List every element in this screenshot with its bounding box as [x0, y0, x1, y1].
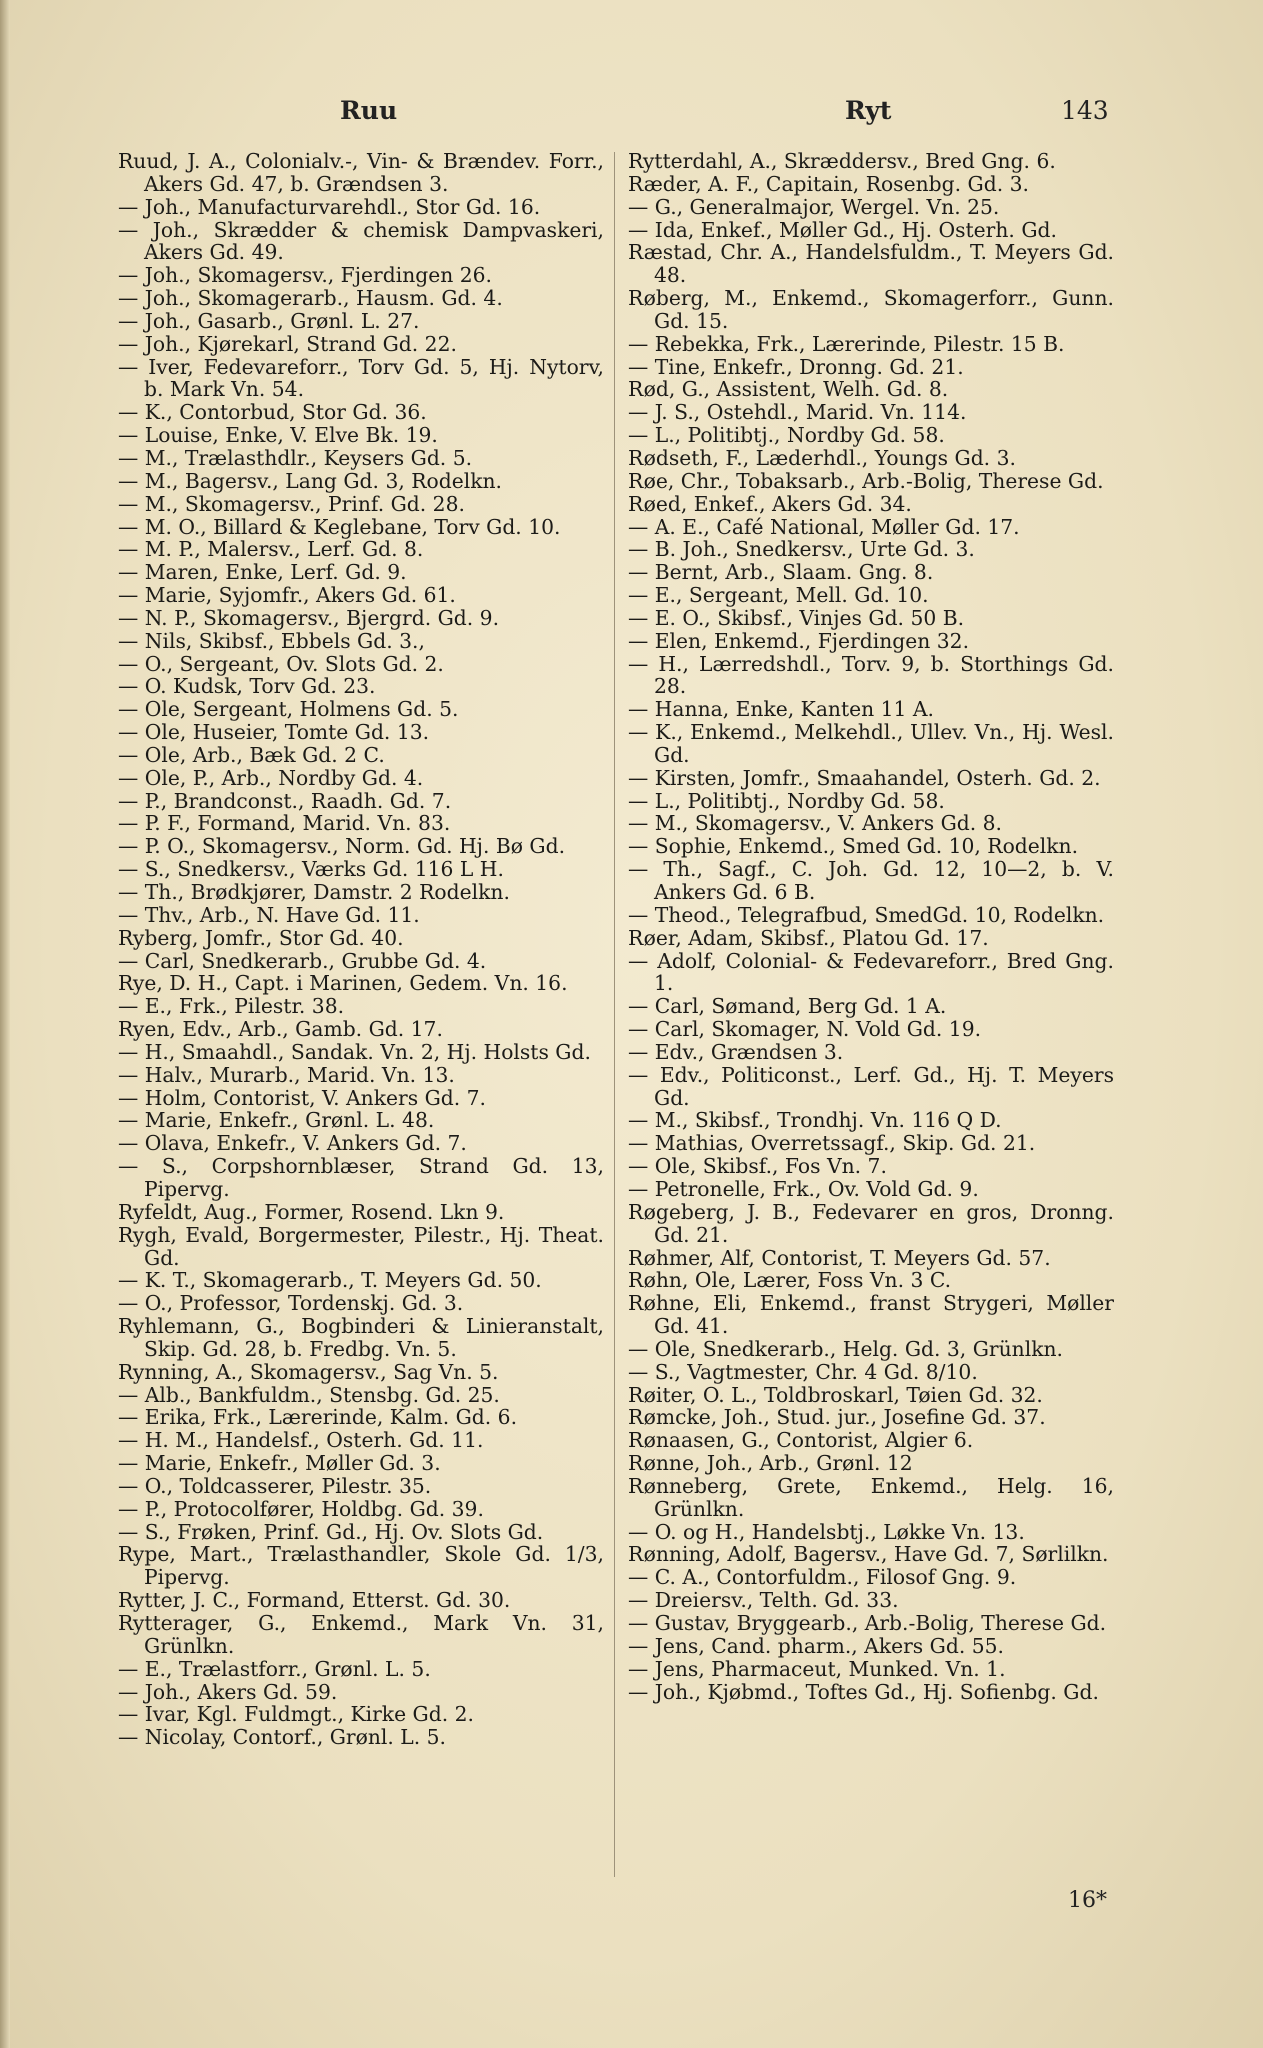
- directory-entry: — Carl, Sømand, Berg Gd. 1 A.: [628, 994, 947, 1019]
- directory-entry: Rygh, Evald, Borgermester, Pilestr., Hj. Theat. Gd.: [118, 1222, 604, 1270]
- directory-entry: — Joh., Skomagersv., Fjerdingen 26.: [118, 263, 493, 288]
- directory-entry: Rype, Mart., Trælasthandler, Skole Gd. 1/3, Pipervg.: [118, 1542, 604, 1590]
- directory-entry: Rønning, Adolf, Bagersv., Have Gd. 7, Sørlilkn.: [628, 1542, 1109, 1567]
- left-column: [118, 150, 604, 1749]
- signature-mark: 16*: [1068, 1888, 1107, 1913]
- directory-entry: — Tine, Enkefr., Dronng. Gd. 21.: [628, 354, 964, 379]
- directory-entry: — K., Enkemd., Melkehdl., Ullev. Vn., Hj. Wesl. Gd.: [628, 720, 1114, 767]
- directory-entry: — E., Trælastforr., Grønl. L. 5.: [118, 1656, 431, 1681]
- directory-entry: — G., Generalmajor, Wergel. Vn. 25.: [628, 194, 1000, 219]
- directory-entry: — Hanna, Enke, Kanten 11 A.: [628, 697, 934, 722]
- directory-entry: — M., Skibsf., Trondhj. Vn. 116 Q D.: [628, 1108, 1002, 1133]
- directory-entry: — K. T., Skomagerarb., T. Meyers Gd. 50.: [118, 1268, 542, 1293]
- directory-entry: — P., Protocolfører, Holdbg. Gd. 39.: [118, 1496, 484, 1521]
- directory-entry: Rømcke, Joh., Stud. jur., Josefine Gd. 37.: [628, 1405, 1046, 1430]
- directory-entry: Røiter, O. L., Toldbroskarl, Tøien Gd. 32.: [628, 1382, 1043, 1407]
- directory-entry: Ryberg, Jomfr., Stor Gd. 40.: [118, 925, 404, 950]
- directory-entry: Rønaasen, G., Contorist, Algier 6.: [628, 1428, 974, 1453]
- directory-entry: — P. O., Skomagersv., Norm. Gd. Hj. Bø Gd.: [118, 834, 566, 859]
- directory-entry: Ræstad, Chr. A., Handelsfuldm., T. Meyers Gd. 48.: [628, 240, 1114, 288]
- directory-entry: — L., Politibtj., Nordby Gd. 58.: [628, 788, 945, 813]
- directory-entry: — S., Frøken, Prinf. Gd., Hj. Ov. Slots Gd.: [118, 1519, 544, 1544]
- directory-entry: Rytterager, G., Enkemd., Mark Vn. 31, Grünlkn.: [118, 1611, 604, 1658]
- directory-entry: — Erika, Frk., Lærerinde, Kalm. Gd. 6.: [118, 1405, 518, 1430]
- directory-entry: Røhmer, Alf, Contorist, T. Meyers Gd. 57.: [628, 1245, 1051, 1270]
- directory-entry: Ryen, Edv., Arb., Gamb. Gd. 17.: [118, 1017, 443, 1042]
- directory-entry: Rye, D. H., Capt. i Marinen, Gedem. Vn. 16.: [118, 971, 568, 996]
- directory-entry: — Kirsten, Jomfr., Smaahandel, Osterh. Gd. 2.: [628, 765, 1101, 790]
- directory-entry: — Th., Sagf., C. Joh. Gd. 12, 10—2, b. V. Ankers Gd. 6 B.: [628, 857, 1114, 904]
- directory-entry: — M. O., Billard & Keglebane, Torv Gd. 10.: [118, 514, 561, 539]
- column-divider: [614, 152, 615, 1877]
- directory-entry: — Marie, Syjomfr., Akers Gd. 61.: [118, 583, 456, 608]
- right-column: [628, 150, 1114, 1703]
- directory-entry: Rynning, A., Skomagersv., Sag Vn. 5.: [118, 1359, 499, 1384]
- directory-entry: — Ole, Snedkerarb., Helg. Gd. 3, Grünlkn.: [628, 1336, 1064, 1361]
- directory-entry: — Adolf, Colonial- & Fedevareforr., Bred Gng. 1.: [628, 948, 1114, 996]
- directory-entry: — O., Toldcasserer, Pilestr. 35.: [118, 1473, 432, 1498]
- directory-entry: — Gustav, Bryggearb., Arb.-Bolig, Therese Gd.: [628, 1611, 1107, 1635]
- directory-entry: — Joh., Gasarb., Grønl. L. 27.: [118, 308, 420, 333]
- directory-entry: Røed, Enkef., Akers Gd. 34.: [628, 491, 912, 516]
- directory-entry: — M., Skomagersv., Prinf. Gd. 28.: [118, 491, 465, 516]
- directory-entry: — Jens, Cand. pharm., Akers Gd. 55.: [628, 1633, 1004, 1658]
- directory-entry: Røgeberg, J. B., Fedevarer en gros, Dronng. Gd. 21.: [628, 1199, 1114, 1247]
- directory-entry: — Louise, Enke, V. Elve Bk. 19.: [118, 423, 438, 448]
- directory-entry: — Carl, Snedkerarb., Grubbe Gd. 4.: [118, 948, 487, 973]
- directory-entry: — Thv., Arb., N. Have Gd. 11.: [118, 902, 420, 927]
- directory-entry: — H., Lærredshdl., Torv. 9, b. Storthings Gd. 28.: [628, 651, 1114, 699]
- directory-entry: — Rebekka, Frk., Lærerinde, Pilestr. 15 B.: [628, 331, 1065, 356]
- directory-entry: — Ole, Huseier, Tomte Gd. 13.: [118, 720, 430, 745]
- directory-entry: — Joh., Kjøbmd., Toftes Gd., Hj. Sofienbg. Gd.: [628, 1679, 1099, 1704]
- directory-entry: — Edv., Grændsen 3.: [628, 1039, 844, 1064]
- directory-entry: — S., Vagtmester, Chr. 4 Gd. 8/10.: [628, 1359, 978, 1384]
- directory-entry: — S., Snedkersv., Værks Gd. 116 L H.: [118, 857, 504, 882]
- directory-entry: — Holm, Contorist, V. Ankers Gd. 7.: [118, 1085, 486, 1110]
- directory-entry: — Ivar, Kgl. Fuldmgt., Kirke Gd. 2.: [118, 1702, 474, 1727]
- directory-entry: — C. A., Contorfuldm., Filosof Gng. 9.: [628, 1565, 1017, 1590]
- directory-entry: — E., Sergeant, Mell. Gd. 10.: [628, 583, 929, 608]
- directory-entry: — Iver, Fedevareforr., Torv Gd. 5, Hj. Nytorv, b. Mark Vn. 54.: [118, 354, 604, 402]
- directory-entry: Rytterdahl, A., Skræddersv., Bred Gng. 6.: [628, 149, 1056, 173]
- directory-entry: — Maren, Enke, Lerf. Gd. 9.: [118, 560, 407, 585]
- directory-entry: — N. P., Skomagersv., Bjergrd. Gd. 9.: [118, 605, 500, 630]
- directory-entry: Rødseth, F., Læderhdl., Youngs Gd. 3.: [628, 445, 1016, 470]
- directory-entry: — H., Smaahdl., Sandak. Vn. 2, Hj. Holsts Gd.: [118, 1039, 591, 1064]
- directory-entry: — E. O., Skibsf., Vinjes Gd. 50 B.: [628, 605, 965, 630]
- directory-entry: — Carl, Skomager, N. Vold Gd. 19.: [628, 1017, 982, 1042]
- directory-entry: — M., Skomagersv., V. Ankers Gd. 8.: [628, 811, 1003, 836]
- directory-entry: — S., Corpshornblæser, Strand Gd. 13, Pipervg.: [118, 1154, 604, 1201]
- directory-entry: — Sophie, Enkemd., Smed Gd. 10, Rodelkn.: [628, 834, 1079, 859]
- directory-entry: — A. E., Café National, Møller Gd. 17.: [628, 514, 1020, 539]
- directory-entry: — Joh., Kjørekarl, Strand Gd. 22.: [118, 331, 457, 356]
- directory-entry: — Joh., Akers Gd. 59.: [118, 1679, 338, 1704]
- directory-entry: — O. og H., Handelsbtj., Løkke Vn. 13.: [628, 1519, 1025, 1544]
- directory-entry: — Petronelle, Frk., Ov. Vold Gd. 9.: [628, 1176, 979, 1201]
- directory-entry: Rød, G., Assistent, Welh. Gd. 8.: [628, 377, 949, 402]
- directory-entry: Rønneberg, Grete, Enkemd., Helg. 16, Grünlkn.: [628, 1473, 1114, 1521]
- directory-entry: — Jens, Pharmaceut, Munked. Vn. 1.: [628, 1656, 1006, 1681]
- directory-entry: — L., Politibtj., Nordby Gd. 58.: [628, 423, 945, 448]
- directory-entry: — M., Bagersv., Lang Gd. 3, Rodelkn.: [118, 468, 502, 493]
- directory-entry: — Alb., Bankfuldm., Stensbg. Gd. 25.: [118, 1382, 500, 1407]
- directory-entry: — K., Contorbud, Stor Gd. 36.: [118, 400, 427, 425]
- page-number: 143: [1061, 96, 1109, 125]
- directory-entry: — Ole, Arb., Bæk Gd. 2 C.: [118, 742, 385, 767]
- directory-entry: Røhne, Eli, Enkemd., franst Strygeri, Møller Gd. 41.: [628, 1291, 1114, 1339]
- directory-entry: Ræder, A. F., Capitain, Rosenbg. Gd. 3.: [628, 171, 1029, 196]
- directory-entry: Rønne, Joh., Arb., Grønl. 12: [628, 1451, 913, 1476]
- directory-entry: — H. M., Handelsf., Osterh. Gd. 11.: [118, 1428, 484, 1453]
- directory-entry: Rytter, J. C., Formand, Etterst. Gd. 30.: [118, 1588, 511, 1613]
- directory-entry: — Joh., Skrædder & chemisk Dampvaskeri, Akers Gd. 49.: [118, 217, 604, 265]
- directory-entry: — Joh., Skomagerarb., Hausm. Gd. 4.: [118, 286, 503, 311]
- directory-entry: — E., Frk., Pilestr. 38.: [118, 994, 345, 1019]
- directory-entry: — Marie, Enkefr., Møller Gd. 3.: [118, 1451, 441, 1476]
- directory-entry: — O., Sergeant, Ov. Slots Gd. 2.: [118, 651, 444, 676]
- page-edge-shadow: [0, 0, 10, 2048]
- directory-entry: Ryhlemann, G., Bogbinderi & Linieranstalt, Skip. Gd. 28, b. Fredbg. Vn. 5.: [118, 1314, 604, 1361]
- directory-entry: — Ole, P., Arb., Nordby Gd. 4.: [118, 765, 424, 790]
- directory-entry: — J. S., Ostehdl., Marid. Vn. 114.: [628, 400, 967, 425]
- directory-entry: — O. Kudsk, Torv Gd. 23.: [118, 674, 376, 699]
- directory-entry: — M. P., Malersv., Lerf. Gd. 8.: [118, 537, 424, 562]
- directory-entry: — Theod., Telegrafbud, SmedGd. 10, Rodelkn.: [628, 902, 1105, 927]
- directory-entry: Røberg, M., Enkemd., Skomagerforr., Gunn. Gd. 15.: [628, 286, 1114, 333]
- directory-entry: — Olava, Enkefr., V. Ankers Gd. 7.: [118, 1131, 467, 1156]
- directory-entry: — Ole, Skibsf., Fos Vn. 7.: [628, 1154, 887, 1179]
- header-right-guideword: Ryt: [845, 96, 892, 125]
- directory-entry: Ryfeldt, Aug., Former, Rosend. Lkn 9.: [118, 1199, 505, 1224]
- directory-entry: — P. F., Formand, Marid. Vn. 83.: [118, 811, 451, 836]
- directory-entry: — Halv., Murarb., Marid. Vn. 13.: [118, 1062, 455, 1087]
- directory-entry: — Th., Brødkjører, Damstr. 2 Rodelkn.: [118, 880, 510, 904]
- header-left-guideword: Ruu: [340, 96, 398, 125]
- directory-entry: — B. Joh., Snedkersv., Urte Gd. 3.: [628, 537, 975, 562]
- directory-entry: Ruud, J. A., Colonialv.-, Vin- & Brændev. Forr., Akers Gd. 47, b. Grændsen 3.: [118, 149, 604, 196]
- directory-entry: Røer, Adam, Skibsf., Platou Gd. 17.: [628, 925, 989, 950]
- directory-entry: — Mathias, Overretssagf., Skip. Gd. 21.: [628, 1131, 1036, 1156]
- directory-entry: — Ida, Enkef., Møller Gd., Hj. Osterh. Gd.: [628, 217, 1057, 242]
- directory-entry: — Bernt, Arb., Slaam. Gng. 8.: [628, 560, 934, 585]
- directory-entry: — Dreiersv., Telth. Gd. 33.: [628, 1588, 899, 1613]
- directory-entry: — Joh., Manufacturvarehdl., Stor Gd. 16.: [118, 194, 541, 219]
- directory-entry: — Elen, Enkemd., Fjerdingen 32.: [628, 628, 970, 653]
- directory-entry: — Marie, Enkefr., Grønl. L. 48.: [118, 1108, 435, 1133]
- directory-entry: — Nicolay, Contorf., Grønl. L. 5.: [118, 1725, 446, 1750]
- directory-entry: — O., Professor, Tordenskj. Gd. 3.: [118, 1291, 464, 1316]
- directory-entry: Røhn, Ole, Lærer, Foss Vn. 3 C.: [628, 1268, 952, 1293]
- directory-entry: — P., Brandconst., Raadh. Gd. 7.: [118, 788, 452, 813]
- directory-entry: — Edv., Politiconst., Lerf. Gd., Hj. T. Meyers Gd.: [628, 1062, 1114, 1110]
- directory-entry: — M., Trælasthdlr., Keysers Gd. 5.: [118, 445, 473, 470]
- directory-entry: — Nils, Skibsf., Ebbels Gd. 3.,: [118, 628, 425, 653]
- directory-entry: Røe, Chr., Tobaksarb., Arb.-Bolig, Therese Gd.: [628, 468, 1104, 493]
- directory-entry: — Ole, Sergeant, Holmens Gd. 5.: [118, 697, 459, 722]
